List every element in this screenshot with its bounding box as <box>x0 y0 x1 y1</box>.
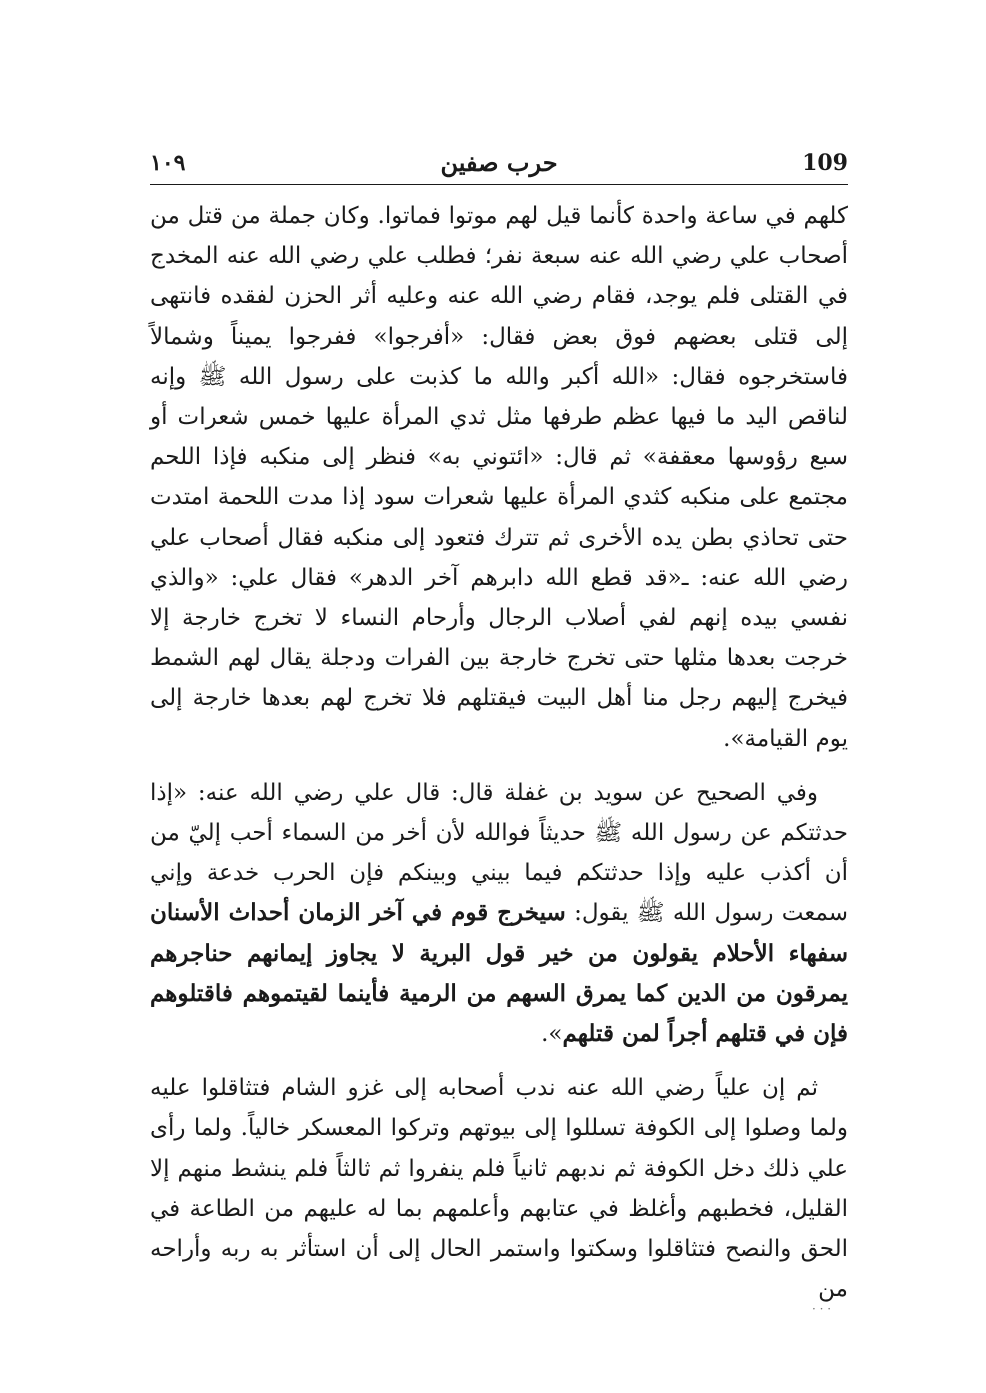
paragraph-2-hadith-bold: سيخرج قوم في آخر الزمان أحداث الأسنان سفهاء الأحلام يقولون من خير قول البرية لا يجاوز إيمانهم حناجرهم يمرقون من الدين كما يمرق السهم من الرمية فأينما لقيتموهم فاقتلوهم فإن في قتلهم أجراً لمن قتلهم <box>150 899 848 1048</box>
paragraph-3: ثم إن علياً رضي الله عنه ندب أصحابه إلى غزو الشام فتثاقلوا عليه ولما وصلوا إلى الكوفة تسللوا إلى بيوتهم وتركوا المعسكر خالياً. ولما رأى علي ذلك دخل الكوفة ثم ندبهم ثانياً فلم ينفروا ثم ثالثاً فلم ينشط منهم إلا القليل، فخطبهم وأغلظ في عتابهم وأعلمهم بما له عليهم من الطاعة في الحق والنصح فتثاقلوا وسكتوا واستمر الحال إلى أن استأثر به ربه وأراحه من <box>150 1075 848 1303</box>
page-number-arabic: ١٠٩ <box>150 150 186 176</box>
paragraph-2-regular: وفي الصحيح عن سويد بن غفلة قال: قال علي رضي الله عنه: «إذا حدثتكم عن رسول الله ﷺ حديثاً فوالله لأن أخر من السماء أحب إليّ من أن أكذب عليه وإذا حدثتكم فيما بيني وبينكم فإن الحرب خدعة وإني سمعت رسول الله ﷺ يقول: <box>150 779 849 927</box>
paragraph-2 <box>150 773 848 1054</box>
page-number-latin: 109 <box>802 150 848 176</box>
page-body <box>150 196 848 1309</box>
paragraph-1: كلهم في ساعة واحدة كأنما قيل لهم موتوا فماتوا. وكان جملة من قتل من أصحاب علي رضي الله عنه سبعة نفر؛ فطلب علي رضي الله عنه المخدج في القتلى فلم يوجد، فقام رضي الله عنه وعليه أثر الحزن لفقده فانتهى إلى قتلى بعضهم فوق بعض فقال: «أفرجوا» ففرجوا يميناً وشمالاً فاستخرجوه فقال: «الله أكبر والله ما كذبت على رسول الله ﷺ وإنه لناقص اليد ما فيها عظم طرفها مثل ثدي المرأة عليها خمس شعرات أو سبع رؤوسها معقفة» ثم قال: «ائتوني به» فنظر إلى منكبه فإذا اللحم مجتمع على منكبه كثدي المرأة عليها شعرات سود إذا مدت اللحمة امتدت حتى تحاذي بطن يده الأخرى ثم تترك فتعود إلى منكبه فقال أصحاب علي رضي الله عنه: ـ«قد قطع الله دابرهم آخر الدهر» فقال علي: «والذي نفسي بيده إنهم لفي أصلاب الرجال وأرحام النساء لا تخرج خارجة إلا خرجت بعدها مثلها حتى تخرج خارجة بين الفرات ودجلة يقال لهم الشمط فيخرج إليهم رجل منا أهل البيت فيقتلهم فلا تخرج لهم بعدها خارجة إلى يوم القيامة». <box>150 203 848 752</box>
page-header <box>150 140 848 185</box>
running-title: حرب صفين <box>440 148 558 177</box>
scan-speck-marks: · · · <box>812 1302 832 1316</box>
paragraph-2-end: ». <box>541 1021 563 1048</box>
